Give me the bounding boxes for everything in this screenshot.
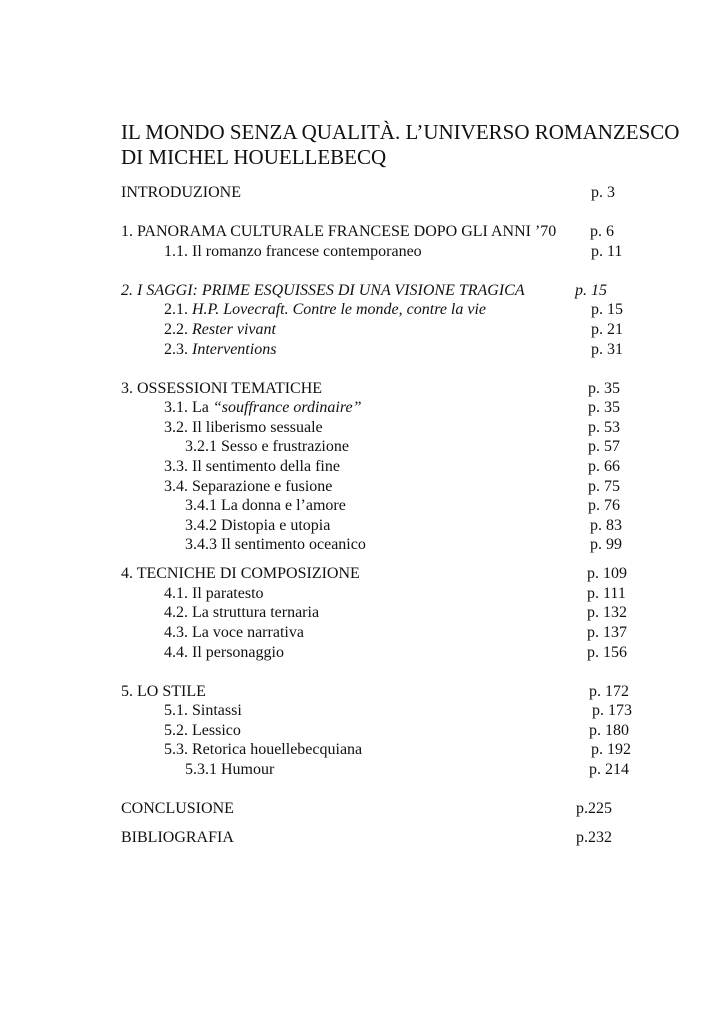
toc-page: p. 15 (591, 301, 623, 318)
toc-entry (164, 301, 486, 319)
toc-number: 3.1. La (164, 399, 209, 416)
toc-label: 4.3. La voce narrativa (164, 624, 304, 641)
toc-page: p. 111 (587, 585, 626, 602)
toc-page: p. 192 (591, 741, 631, 758)
toc-label: 1.1. Il romanzo francese contemporaneo (164, 243, 422, 260)
toc-page: p. 15 (575, 282, 607, 299)
toc-page: p. 6 (590, 223, 614, 240)
toc-label: 5.1. Sintassi (164, 702, 242, 719)
toc-label: 3.4. Separazione e fusione (164, 478, 333, 495)
toc-label: 1. PANORAMA CULTURALE FRANCESE DOPO GLI ANNI ’70 (121, 223, 557, 240)
toc-number: 2.3. (164, 341, 188, 358)
toc-page: p. 3 (591, 184, 615, 201)
toc-label: 5. LO STILE (121, 683, 206, 700)
toc-label: BIBLIOGRAFIA (121, 829, 234, 846)
toc-page: p. 53 (588, 419, 620, 436)
toc-page: p. 66 (588, 458, 620, 475)
toc-label: 3. OSSESSIONI TEMATICHE (121, 380, 323, 397)
toc-page: p. 156 (587, 644, 627, 661)
toc-number: 2.1. (164, 301, 188, 318)
toc-label: 3.2. Il liberismo sessuale (164, 419, 323, 436)
toc-label: 5.2. Lessico (164, 722, 241, 739)
toc-label: “souffrance ordinaire” (212, 399, 362, 416)
toc-page: p. 137 (587, 624, 627, 641)
toc-label: Rester vivant (192, 321, 276, 338)
toc-label: 4.4. Il personaggio (164, 644, 284, 661)
toc-label: 3.3. Il sentimento della fine (164, 458, 340, 475)
toc-label: H.P. Lovecraft. Contre le monde, contre la vie (192, 301, 487, 318)
toc-page: p. 76 (588, 497, 620, 514)
document-title-line-2: DI MICHEL HOUELLEBECQ (121, 145, 387, 169)
toc-page: p. 35 (588, 399, 620, 416)
toc-label: 4.1. Il paratesto (164, 585, 264, 602)
toc-label: INTRODUZIONE (121, 184, 241, 201)
toc-label: 4. TECNICHE DI COMPOSIZIONE (121, 565, 360, 582)
toc-entry (164, 399, 361, 417)
toc-page: p. 173 (592, 702, 632, 719)
toc-label: 5.3. Retorica houellebecquiana (164, 741, 363, 758)
toc-page: p. 75 (588, 478, 620, 495)
toc-label: CONCLUSIONE (121, 800, 234, 817)
toc-page: p.225 (576, 800, 612, 817)
toc-entry (164, 341, 276, 359)
toc-number: 2.2. (164, 321, 188, 338)
toc-page: p. 31 (591, 341, 623, 358)
toc-page: p. 21 (591, 321, 623, 338)
toc-label: 3.4.1 La donna e l’amore (185, 497, 346, 514)
document-title-line-1: IL MONDO SENZA QUALITÀ. L’UNIVERSO ROMANZESCO (121, 120, 680, 144)
toc-page: p.232 (576, 829, 612, 846)
toc-page: p. 214 (589, 761, 629, 778)
toc-page: p. 35 (588, 380, 620, 397)
toc-label: 3.4.2 Distopia e utopia (185, 517, 331, 534)
toc-page: p. 11 (591, 243, 623, 260)
toc-page: p. 109 (587, 565, 627, 582)
toc-entry (164, 321, 276, 339)
toc-page: p. 132 (587, 604, 627, 621)
toc-page: p. 99 (590, 536, 622, 553)
toc-label: 3.4.3 Il sentimento oceanico (185, 536, 366, 553)
toc-label: 3.2.1 Sesso e frustrazione (185, 438, 349, 455)
toc-page: p. 57 (588, 438, 620, 455)
toc-label: 4.2. La struttura ternaria (164, 604, 320, 621)
toc-label: 5.3.1 Humour (185, 761, 275, 778)
toc-page: p. 172 (589, 683, 629, 700)
toc-page: p. 180 (589, 722, 629, 739)
toc-page: p. 83 (590, 517, 622, 534)
toc-label: Interventions (192, 341, 277, 358)
toc-label: 2. I SAGGI: PRIME ESQUISSES DI UNA VISIONE TRAGICA (121, 282, 525, 299)
